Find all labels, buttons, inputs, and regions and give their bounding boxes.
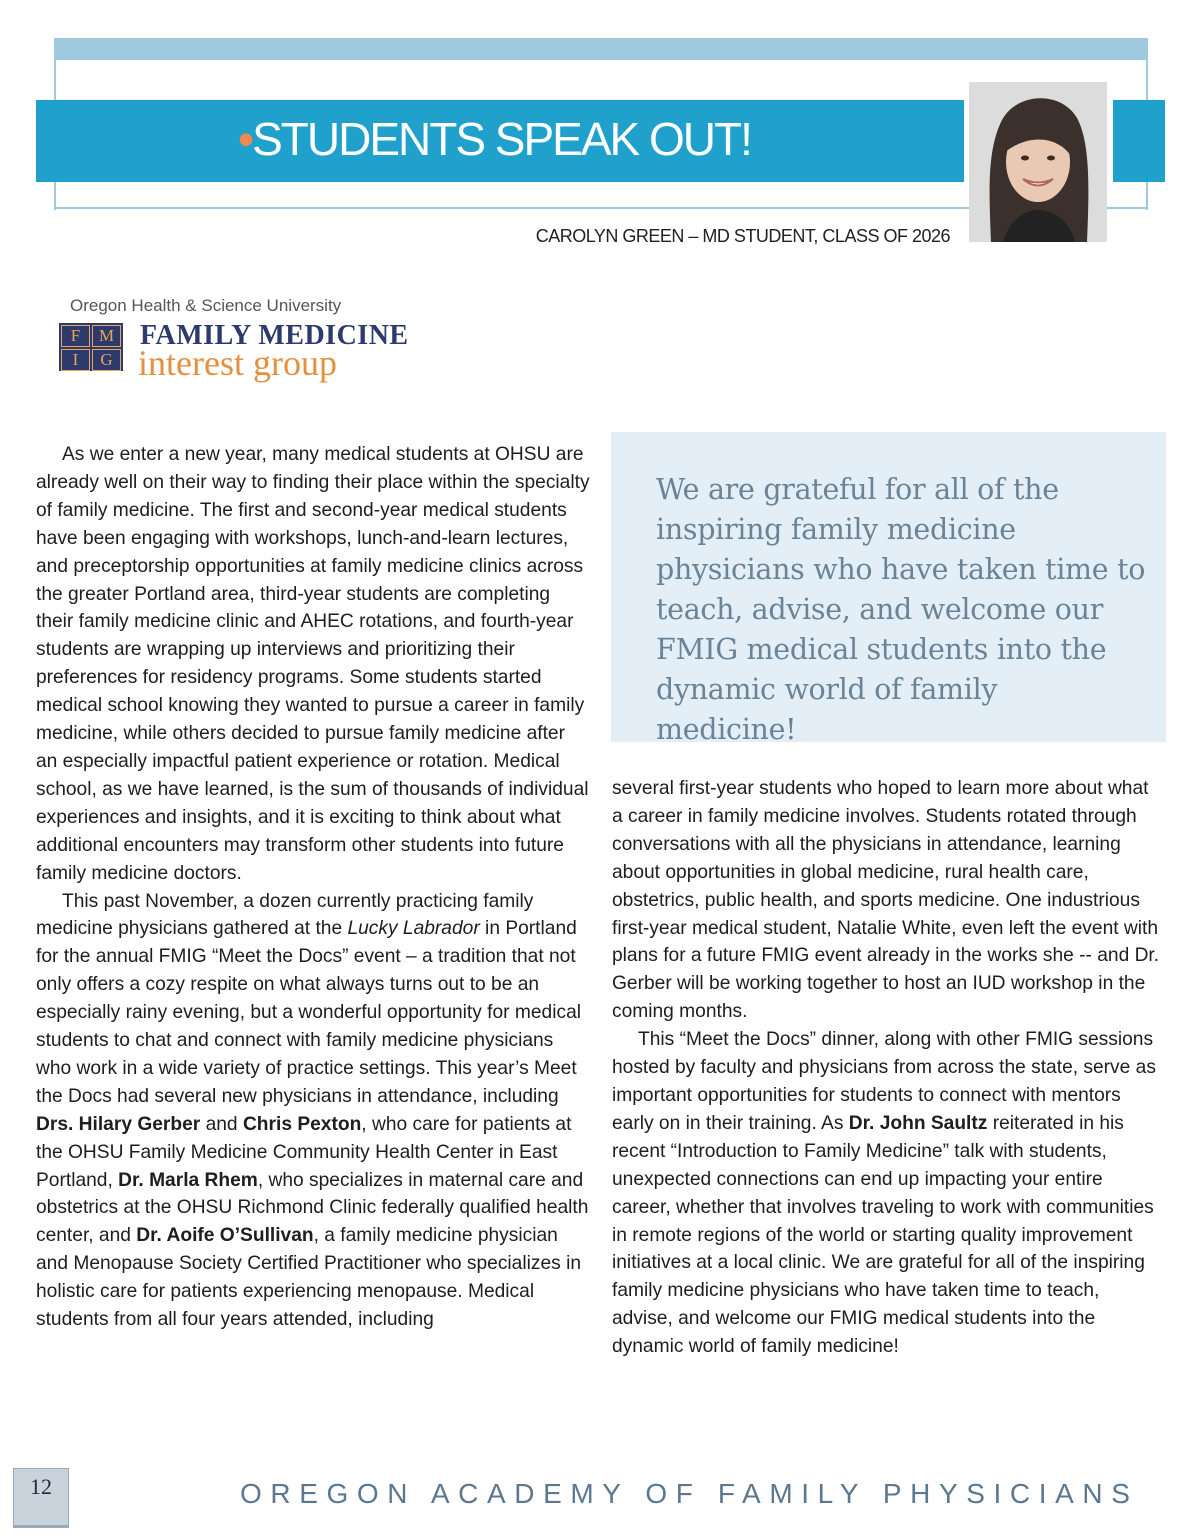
logo-university-name: Oregon Health & Science University: [70, 296, 342, 315]
header-top-bar: [54, 38, 1148, 60]
text-run: in Portland for the annual FMIG “Meet the Docs” event – a tradition that not only offers a cozy respite on what always turns out to be an especially rainy evening, but a wonderful opportunity for medical students to chat and connect with family medicine physicians who work in a wide variety of practice settings. This year’s Meet the Docs had several new physicians in attendance, including: [36, 918, 582, 1107]
article-paragraph-3: [612, 1026, 1162, 1361]
physician-name: Dr. Marla Rhem: [118, 1169, 258, 1191]
title-label: STUDENTS SPEAK OUT!: [252, 113, 751, 165]
text-run: reiterated in his recent “Introduction to Family Medicine” talk with students, unexpected connections can end up impacting your entire career, whether that involves traveling to work with communities in remote regions of the world or starting quality improvement initiatives at a local clinic. We are grateful for all of the inspiring family medicine physicians who have taken time to teach, advise, and welcome our FMIG medical students into the dynamic world of family medicine!: [612, 1112, 1154, 1358]
physician-name: Drs. Hilary Gerber: [36, 1113, 201, 1135]
footer-rule: [13, 1526, 69, 1528]
physician-name: Dr. John Saultz: [848, 1112, 988, 1134]
text-run: This past November, a dozen currently practicing family medicine physicians gathered at the: [36, 890, 534, 940]
article-paragraph-2-continued: several first-year students who hoped to learn more about what a career in family medicine involves. Students rotated through conversations with all the physicians in attendance, learning about opportunities in global medicine, rural health care, obstetrics, public health, and sports medicine. One industrious first-year medical student, Natalie White, even left the event with plans for a future FMIG event already in the works she -- and Dr. Gerber will be working together to host an IUD workshop in the coming months.: [612, 778, 1160, 1023]
text-run: , a family medicine physician and Menopause Society Certified Practitioner who specializes in holistic care for patients experiencing menopause. Medical students from all four years attended, including: [36, 1225, 581, 1331]
title-band-right: [1113, 100, 1165, 182]
logo-letter: F: [61, 325, 90, 347]
pull-quote-text: We are grateful for all of the inspiring family medicine physicians who have taken time to teach, advise, and welcome our FMIG medical students into the dynamic world of family medicine!: [656, 473, 1146, 746]
article-column-right: [612, 775, 1162, 1361]
text-run: This “Meet the Docs” dinner, along with other FMIG sessions hosted by faculty and physicians from across the state, serve as important opportunities for students to connect with mentors early on in their training. As: [612, 1029, 1156, 1134]
article-column-left: [36, 441, 590, 1334]
page-number: 12: [30, 1474, 52, 1499]
title-bullet: •: [238, 113, 253, 165]
logo-line-2: interest group: [138, 343, 337, 383]
logo-letter: I: [61, 349, 90, 371]
author-photo: [969, 82, 1107, 242]
pull-quote-box: [611, 432, 1166, 746]
logo-letter: G: [92, 349, 121, 371]
text-run: , who care for patients at the OHSU Family Medicine Community Health Center in East Portland,: [36, 1113, 572, 1191]
author-byline: CAROLYN GREEN – MD STUDENT, CLASS OF 2026: [535, 226, 950, 246]
text-run: and: [200, 1113, 243, 1135]
venue-name: Lucky Labrador: [347, 918, 480, 940]
text-run: , who specializes in maternal care and obstetrics at the OHSU Richmond Clinic federally qualified health center, and: [36, 1169, 589, 1247]
article-paragraph-2: [36, 888, 590, 1335]
physician-name: Chris Pexton: [242, 1113, 362, 1135]
logo-letter: M: [92, 325, 121, 347]
page-title: [238, 112, 751, 166]
fmig-logo-icon: [59, 323, 123, 371]
physician-name: Dr. Aoife O’Sullivan: [136, 1225, 314, 1247]
logo-line-1: FAMILY MEDICINE: [140, 320, 409, 351]
author-portrait-icon: [969, 82, 1107, 242]
publication-footer: OREGON ACADEMY OF FAMILY PHYSICIANS: [240, 1478, 1139, 1509]
article-paragraph-1: As we enter a new year, many medical students at OHSU are already well on their way to finding their place within the specialty of family medicine. The first and second-year medical students have been engaging with workshops, lunch-and-learn lectures, and preceptorship opportunities at family medicine clinics across the greater Portland area, third-year students are completing their family medicine clinic and AHEC rotations, and fourth-year students are wrapping up interviews and prioritizing their preferences for residency programs. Some students started medical school knowing they wanted to pursue a career in family medicine, while others decided to pursue family medicine after an especially impactful patient experience or rotation. Medical school, as we have learned, is the sum of thousands of individual experiences and insights, and it is exciting to think about what additional encounters may transform other students into future family medicine doctors.: [36, 444, 590, 884]
